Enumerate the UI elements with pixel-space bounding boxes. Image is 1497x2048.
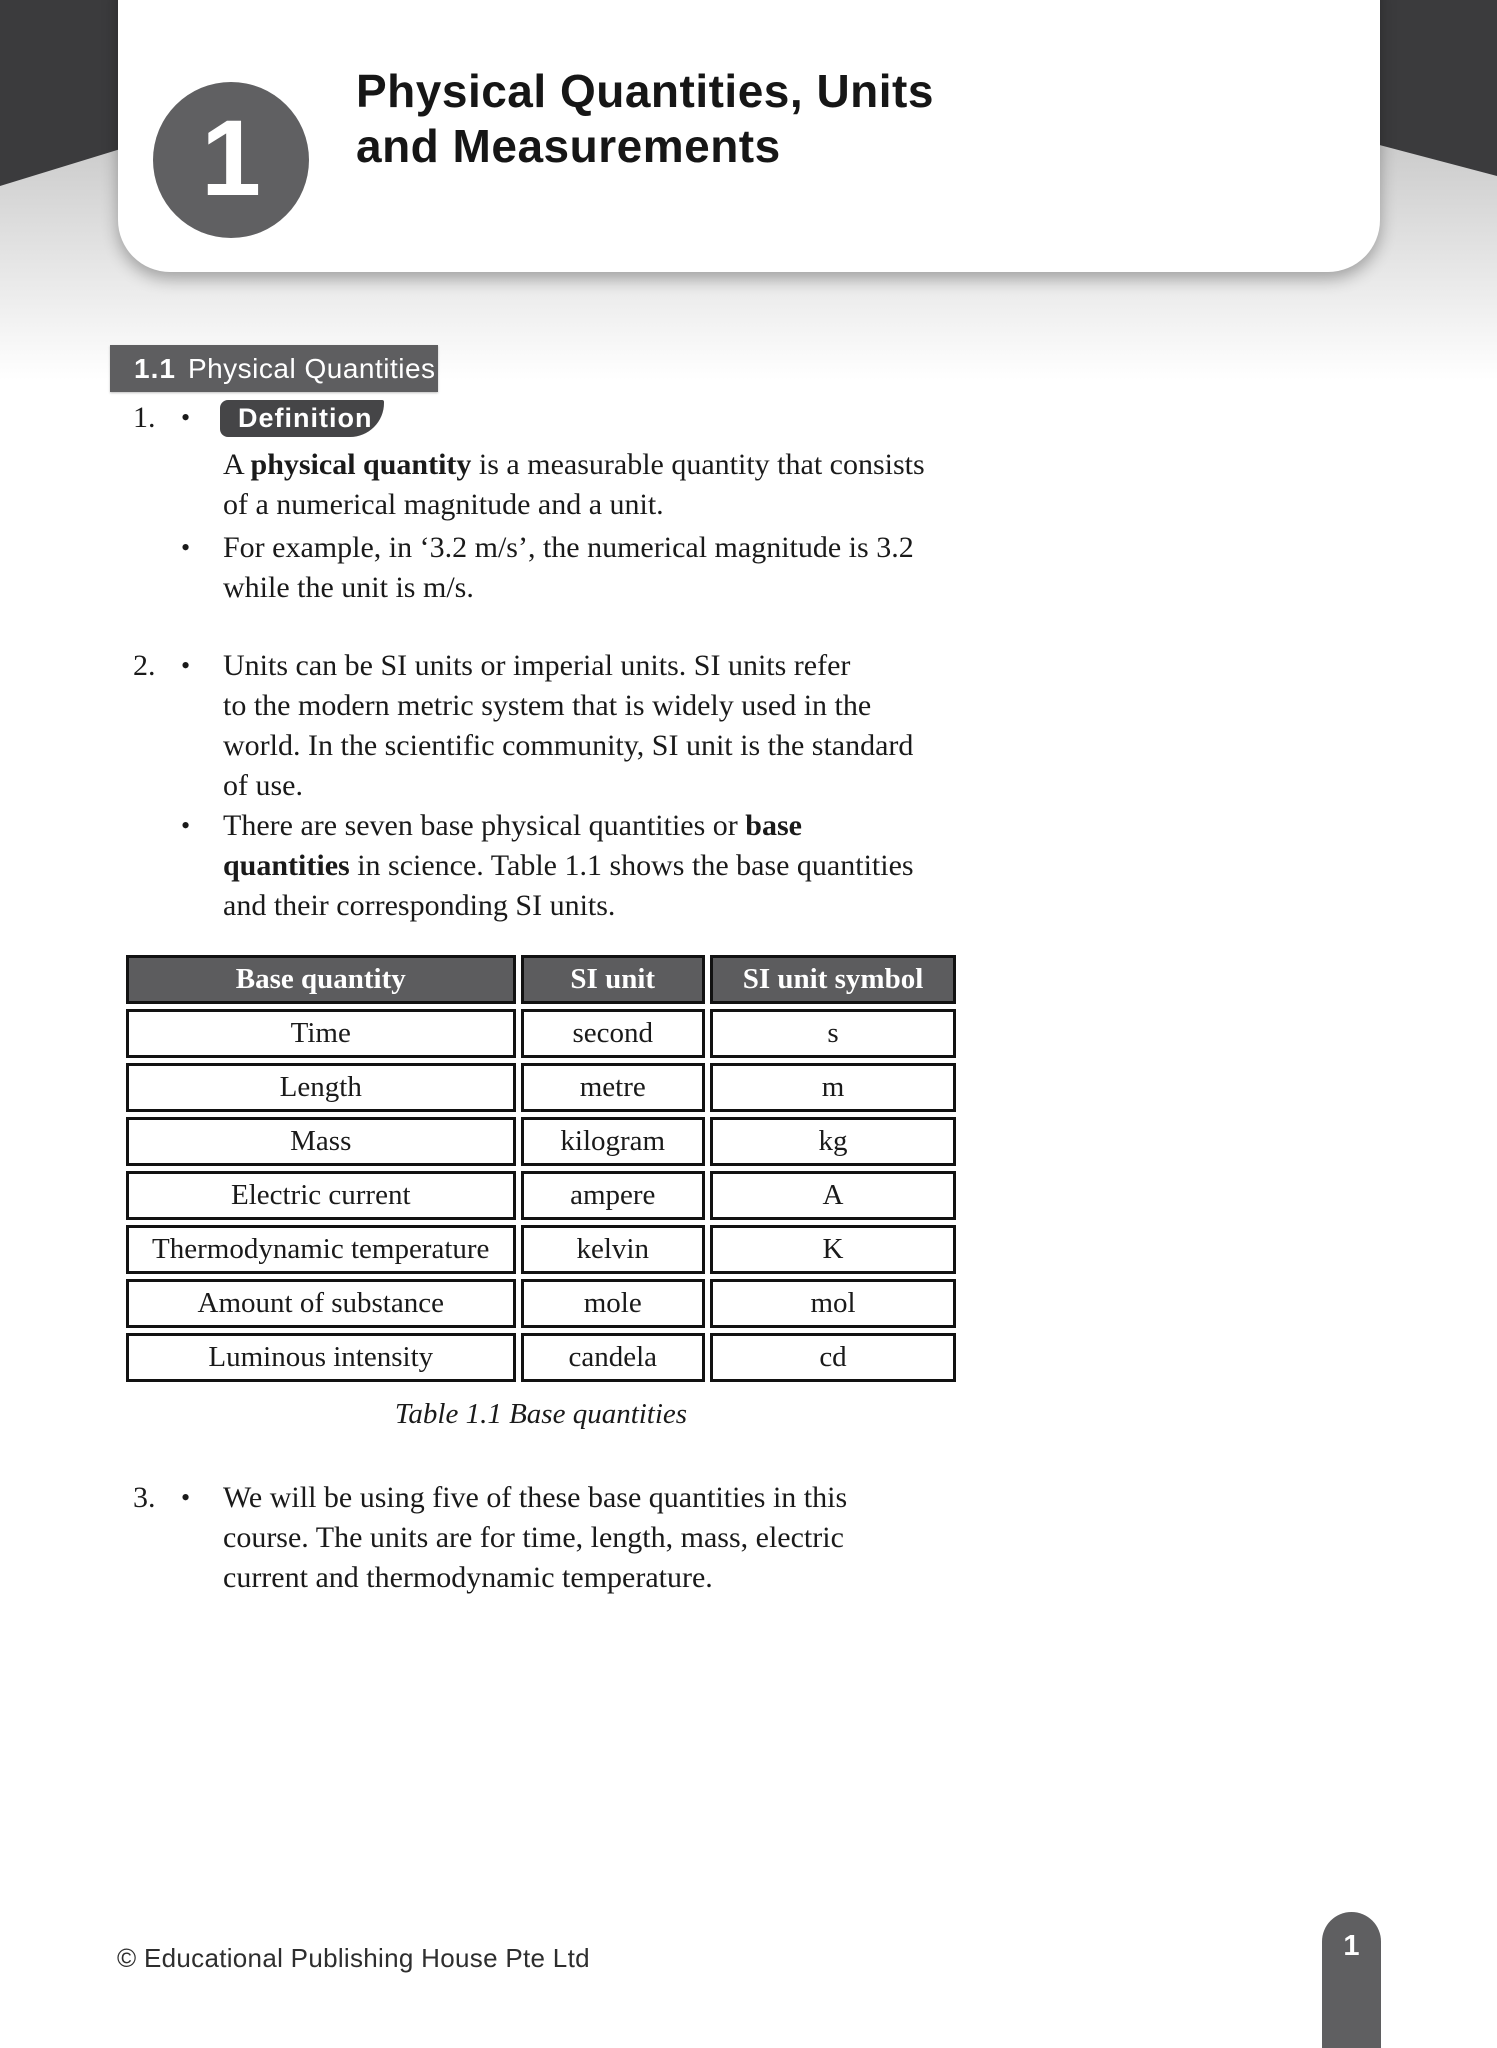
cell-unit: mole [521, 1279, 706, 1328]
base-quantities-table [121, 950, 961, 1387]
cell-unit: metre [521, 1063, 706, 1112]
definition-badge-label: Definition [238, 403, 373, 433]
paragraph-item2-bullet1 [223, 646, 1023, 806]
list-number-2: 2. [133, 649, 156, 682]
cell-unit: ampere [521, 1171, 706, 1220]
table-row [126, 1009, 956, 1058]
text-line: and their corresponding SI units. [223, 889, 616, 922]
text-line: course. The units are for time, length, mass, electric [223, 1521, 844, 1554]
page-number: 1 [1343, 1930, 1360, 1962]
paragraph-item1-bullet1 [223, 445, 1023, 525]
text-line: We will be using five of these base quantities in this [223, 1481, 848, 1514]
text-line: to the modern metric system that is widely used in the [223, 689, 872, 722]
table-row [126, 1117, 956, 1166]
text-line: current and thermodynamic temperature. [223, 1561, 713, 1594]
cell-unit: second [521, 1009, 706, 1058]
text-segment: in science. Table 1.1 shows the base quantities [349, 849, 914, 882]
cell-quantity: Time [126, 1009, 516, 1058]
cell-quantity: Electric current [126, 1171, 516, 1220]
copyright-notice: © Educational Publishing House Pte Ltd [117, 1943, 590, 1973]
table-row [126, 1333, 956, 1382]
text-line: of use. [223, 769, 303, 802]
table-row [126, 1225, 956, 1274]
cell-quantity: Luminous intensity [126, 1333, 516, 1382]
page-number-tab [1322, 1912, 1381, 2048]
cell-unit: candela [521, 1333, 706, 1382]
table-header-row [126, 955, 956, 1004]
bullet-marker: • [181, 1483, 191, 1512]
text-segment: A [223, 448, 251, 481]
list-number-1: 1. [133, 401, 156, 434]
text-segment: is a measurable quantity that consists [471, 448, 925, 481]
table-row [126, 1171, 956, 1220]
cell-symbol: A [710, 1171, 956, 1220]
chapter-title-line1: Physical Quantities, Units [356, 65, 934, 117]
section-title: Physical Quantities [187, 352, 436, 384]
cell-symbol: kg [710, 1117, 956, 1166]
text-segment-bold: physical quantity [250, 448, 472, 481]
cell-symbol: mol [710, 1279, 956, 1328]
text-line: Units can be SI units or imperial units. SI units refer [223, 649, 851, 682]
table-caption: Table 1.1 Base quantities [394, 1398, 688, 1430]
table-header-base-quantity: Base quantity [126, 955, 516, 1004]
text-segment-bold: quantities [223, 849, 350, 882]
paragraph-item1-bullet2 [223, 528, 1023, 608]
cell-unit: kelvin [521, 1225, 706, 1274]
chapter-header-card [118, 0, 1380, 272]
paragraph-item2-bullet2 [223, 806, 1023, 926]
cell-unit: kilogram [521, 1117, 706, 1166]
text-segment-bold: base [745, 809, 802, 842]
chapter-number-circle [153, 82, 309, 238]
text-line: For example, in ‘3.2 m/s’, the numerical magnitude is 3.2 [223, 531, 914, 564]
chapter-title-line2: and Measurements [356, 120, 781, 172]
bullet-marker: • [181, 651, 191, 680]
cell-symbol: m [710, 1063, 956, 1112]
chapter-title [356, 64, 934, 174]
cell-quantity: Amount of substance [126, 1279, 516, 1328]
chapter-number: 1 [200, 97, 262, 218]
list-number-3: 3. [133, 1481, 156, 1514]
text-segment: There are seven base physical quantities or [223, 809, 746, 842]
table-header-si-unit: SI unit [521, 955, 706, 1004]
section-heading-badge [110, 345, 438, 392]
table-header-si-unit-symbol: SI unit symbol [710, 955, 956, 1004]
text-line: of a numerical magnitude and a unit. [223, 488, 664, 521]
paragraph-item3-bullet1 [223, 1478, 1023, 1598]
section-number: 1.1 [134, 352, 176, 384]
text-line: world. In the scientific community, SI unit is the standard [223, 729, 914, 762]
bullet-marker: • [181, 403, 191, 432]
cell-quantity: Length [126, 1063, 516, 1112]
bullet-marker: • [181, 533, 191, 562]
cell-quantity: Mass [126, 1117, 516, 1166]
cell-symbol: cd [710, 1333, 956, 1382]
cell-quantity: Thermodynamic temperature [126, 1225, 516, 1274]
table-row [126, 1063, 956, 1112]
bullet-marker: • [181, 811, 191, 840]
definition-badge [220, 400, 384, 437]
cell-symbol: s [710, 1009, 956, 1058]
table-row [126, 1279, 956, 1328]
text-line: while the unit is m/s. [223, 571, 474, 604]
cell-symbol: K [710, 1225, 956, 1274]
